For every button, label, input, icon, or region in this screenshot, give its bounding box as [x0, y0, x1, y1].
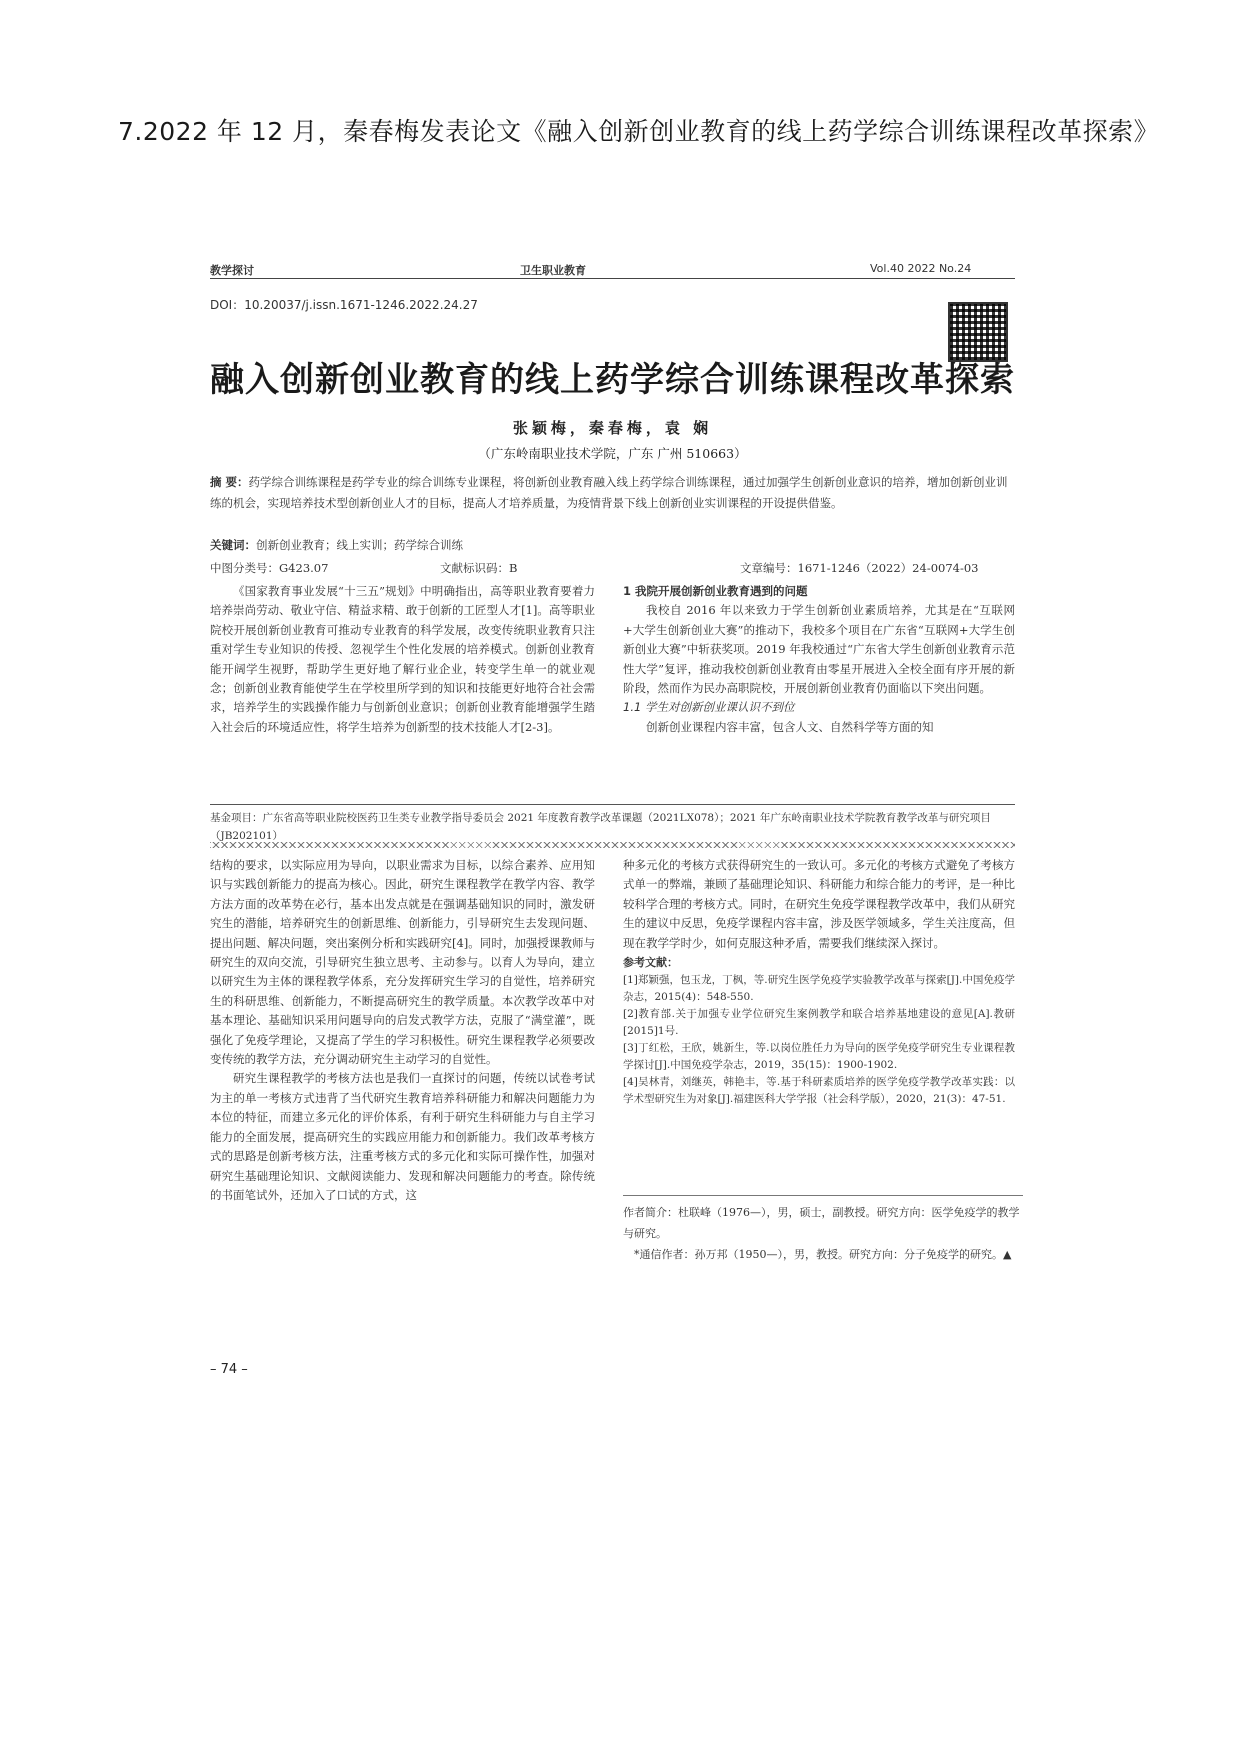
fund-note: 基金项目：广东省高等职业院校医药卫生类专业教学指导委员会 2021 年度教育教学改革课题（2021LX078）；2021 年广东岭南职业技术学院教育教学改革与研究项目（JB202101） — [210, 804, 1015, 845]
page-number: – 74 – — [210, 1362, 248, 1377]
page-caption: 7.2022 年 12 月，秦春梅发表论文《融入创新创业教育的线上药学综合训练课程改革探索》 — [118, 117, 1160, 146]
reference-item: [2]教育部.关于加强专业学位研究生案例教学和联合培养基地建设的意见[A].教研[2015]1号. — [623, 1008, 1015, 1038]
author-bio — [623, 1195, 1023, 1265]
reference-item: [4]吴林青，刘继英，韩艳丰，等.基于科研素质培养的医学免疫学教学改革实践：以学术型研究生为对象[J].福建医科大学学报（社会科学版），2020，21(3)：47-51. — [623, 1076, 1015, 1106]
subsection-paragraph: 创新创业课程内容丰富，包含人文、自然科学等方面的知 — [646, 719, 934, 734]
corresponding-author: *通信作者：孙万邦（1950—），男，教授。研究方向：分子免疫学的研究。▲ — [634, 1248, 1012, 1261]
document-code: 文献标识码：B — [440, 561, 518, 575]
continued-paragraph: 结构的要求，以实际应用为导向，以职业需求为目标，以综合素养、应用知识与实践创新能力的提高为核心。因此，研究生课程教学在教学内容、教学方法方面的改革势在必行，基本出发点就是在强调基础知识的同时，激发研究生的潜能，培养研究生的创新思维、创新能力，引导研究生去发现问题、提出问题、解决问题，突出案例分析和实践研究[4]。同时，加强授课教师与研究生的双向交流，引导研究生独立思考、主动参与。以育人为导向，建立以研究生为主体的课程教学体系，充分发挥研究生学习的自觉性，培养研究生的科研思维、创新能力，不断提高研究生的教学质量。本次教学改革中对基本理论、基础知识采用问题导向的启发式教学方法，克服了“满堂灌”，既强化了免疫学理论，又提高了学生的学习积极性。研究生课程教学必须要改变传统的教学方法，充分调动研究生主动学习的自觉性。 — [210, 858, 595, 1067]
scanned-article — [190, 262, 1035, 1662]
right-column-top — [623, 582, 1015, 737]
right-column-bottom — [623, 856, 1015, 1108]
keywords — [210, 537, 1010, 553]
subsection-heading: 1.1 学生对创新创业课认识不到位 — [623, 700, 795, 715]
intro-paragraph: 《国家教育事业发展“十三五”规划》中明确指出，高等职业教育要着力培养崇尚劳动、敬业守信、精益求精、敢于创新的工匠型人才[1]。高等职业院校开展创新创业教育可推动专业教育的科学发展，改变传统职业教育只注重对学生专业知识的传授、忽视学生个性化发展的培养模式。创新创业教育能开阔学生视野，帮助学生更好地了解行业企业，转变学生单一的就业观念；创新创业教育能使学生在学校里所学到的知识和技能更好地符合社会需求，培养学生的实践操作能力与创新创业意识；创新创业教育能增强学生踏入社会后的环境适应性，将学生培养为创新型的技术技能人才[2-3]。 — [210, 584, 595, 734]
abstract-label: 摘 要： — [210, 475, 249, 489]
authors: 张颖梅，秦春梅，袁 娴 — [512, 419, 713, 437]
doi: DOI：10.20037/j.issn.1671-1246.2022.24.27 — [210, 298, 478, 312]
author-bio-first: 作者简介：杜联峰（1976—），男，硕士，副教授。研究方向：医学免疫学的教学与研究。 — [623, 1206, 1020, 1240]
article-number: 文章编号：1671-1246（2022）24-0074-03 — [740, 561, 979, 575]
abstract — [210, 472, 1010, 514]
assessment-paragraph: 研究生课程教学的考核方法也是我们一直探讨的问题，传统以试卷考试为主的单一考核方式违背了当代研究生教育培养科研能力和解决问题能力为本位的特征，而建立多元化的评价体系，有利于研究生科研能力与自主学习能力的全面发展，提高研究生的实践应用能力和创新能力。我们改革考核方式的思路是创新考核方法，注重考核方式的多元化和实际可操作性，加强对研究生基础理论知识、文献阅读能力、发现和解决问题能力的考查。除传统的书面笔试外，还加入了口试的方式，这 — [210, 1071, 595, 1202]
clc-number: 中图分类号：G423.07 — [210, 561, 329, 575]
wavy-divider — [210, 842, 1015, 848]
reference-item: [1]郑颖强，包玉龙，丁枫，等.研究生医学免疫学实验教学改革与探索[J].中国免疫学杂志，2015(4)：548-550. — [623, 974, 1015, 1004]
left-column-top — [210, 582, 595, 737]
article-title: 融入创新创业教育的线上药学综合训练课程改革探索 — [210, 360, 1015, 400]
reference-item: [3]丁红松，王欣，姚新生，等.以岗位胜任力为导向的医学免疫学研究生专业课程教学探讨[J].中国免疫学杂志，2019，35(15)：1900-1902. — [623, 1042, 1015, 1072]
section-paragraph: 我校自 2016 年以来致力于学生创新创业素质培养，尤其是在“互联网+大学生创新创业大赛”的推动下，我校多个项目在广东省“互联网+大学生创新创业大赛”中斩获奖项。2019 年我校通过“广东省大学生创新创业教育示范性大学”复评，推动我校创新创业教育由零星开展进入全校全面有序开展的新阶段，然而作为民办高职院校，开展创新创业教育仍面临以下突出问题。 — [623, 603, 1015, 696]
header-rule — [210, 278, 1015, 279]
continued-paragraph-right: 种多元化的考核方式获得研究生的一致认可。多元化的考核方式避免了考核方式单一的弊端，兼顾了基础理论知识、科研能力和综合能力的考评，是一种比较科学合理的考核方式。同时，在研究生免疫学课程教学改革中，我们从研究生的建议中反思，免疫学课程内容丰富，涉及医学领域多，学生关注度高，但现在教学学时少，如何克服这种矛盾，需要我们继续深入探讨。 — [623, 858, 1015, 950]
keywords-label: 关键词： — [210, 538, 256, 552]
header-right: Vol.40 2022 No.24 — [870, 262, 972, 275]
abstract-text: 药学综合训练课程是药学专业的综合训练专业课程，将创新创业教育融入线上药学综合训练课程，通过加强学生创新创业意识的培养，增加创新创业训练的机会，实现培养技术型创新创业人才的目标，提高人才培养质量，为疫情背景下线上创新创业实训课程的开设提供借鉴。 — [210, 475, 1008, 510]
section-heading: 1 我院开展创新创业教育遇到的问题 — [623, 584, 808, 598]
header-left: 教学探讨 — [210, 264, 254, 277]
keywords-text: 创新创业教育；线上实训；药学综合训练 — [256, 538, 463, 552]
references-label: 参考文献： — [623, 956, 678, 970]
affiliation: （广东岭南职业技术学院，广东 广州 510663） — [478, 446, 747, 461]
header-center: 卫生职业教育 — [520, 264, 586, 277]
left-column-bottom — [210, 856, 595, 1205]
